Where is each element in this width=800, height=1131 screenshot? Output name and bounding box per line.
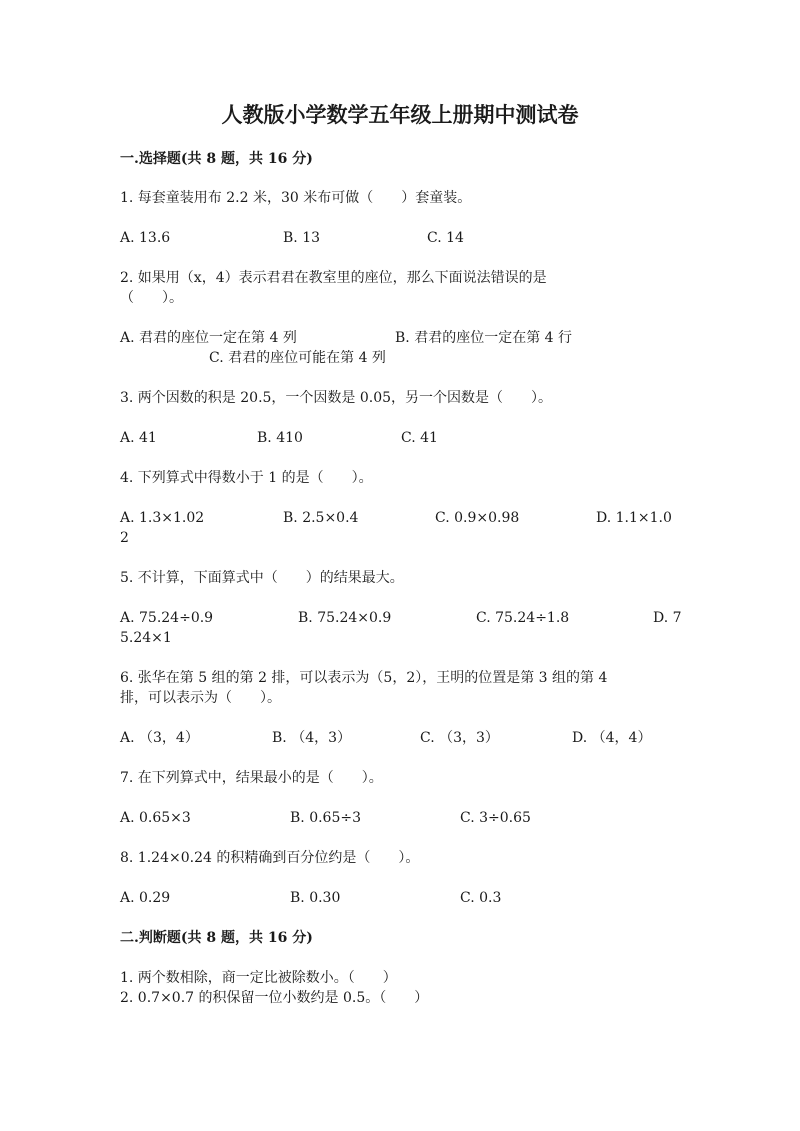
question-2-stem-line1: 2. 如果用（x，4）表示君君在教室里的座位，那么下面说法错误的是 (120, 270, 547, 286)
question-5-option-d: D. 7 (653, 610, 682, 626)
section-heading-judgment: 二.判断题(共 8 题，共 16 分) (120, 930, 313, 946)
question-4-option-c: C. 0.9×0.98 (435, 510, 520, 526)
question-4-stem: 4. 下列算式中得数小于 1 的是（ ）。 (120, 470, 373, 486)
question-5-stem: 5. 不计算，下面算式中（ ）的结果最大。 (120, 570, 404, 586)
question-2-option-c: C. 君君的座位可能在第 4 列 (209, 350, 386, 366)
question-2-stem-line2: （ ）。 (120, 290, 183, 306)
question-2-option-b: B. 君君的座位一定在第 4 行 (395, 330, 572, 346)
question-7-option-c: C. 3÷0.65 (460, 810, 531, 826)
question-5-option-a: A. 75.24÷0.9 (120, 610, 214, 626)
question-4-option-d: D. 1.1×1.0 (596, 510, 672, 526)
question-8-option-a: A. 0.29 (120, 890, 171, 906)
question-7-option-a: A. 0.65×3 (120, 810, 191, 826)
question-8-stem: 8. 1.24×0.24 的积精确到百分位约是（ ）。 (120, 850, 420, 866)
question-6-stem-line2: 排，可以表示为（ ）。 (120, 690, 281, 706)
question-5-option-b: B. 75.24×0.9 (298, 610, 392, 626)
question-1-option-a: A. 13.6 (120, 230, 171, 246)
question-6-stem-line1: 6. 张华在第 5 组的第 2 排，可以表示为（5，2），王明的位置是第 3 组的第 4 (120, 670, 608, 686)
question-6-option-b: B. （4，3） (272, 730, 352, 746)
question-8-option-c: C. 0.3 (460, 890, 502, 906)
question-2-option-a: A. 君君的座位一定在第 4 列 (120, 330, 297, 346)
question-3-stem: 3. 两个因数的积是 20.5，一个因数是 0.05，另一个因数是（ ）。 (120, 390, 553, 406)
question-8-option-b: B. 0.30 (290, 890, 341, 906)
question-3-option-a: A. 41 (120, 430, 157, 446)
question-7-stem: 7. 在下列算式中，结果最小的是（ ）。 (120, 770, 383, 786)
question-7-option-b: B. 0.65÷3 (290, 810, 361, 826)
question-1-stem: 1. 每套童装用布 2.2 米，30 米布可做（ ）套童装。 (120, 190, 472, 206)
question-3-option-b: B. 410 (257, 430, 303, 446)
judgment-question-2: 2. 0.7×0.7 的积保留一位小数约是 0.5。（ ） (120, 990, 429, 1006)
judgment-question-1: 1. 两个数相除，商一定比被除数小。（ ） (120, 970, 397, 986)
question-6-option-c: C. （3，3） (420, 730, 499, 746)
section-heading-choice: 一.选择题(共 8 题，共 16 分) (120, 151, 313, 167)
question-5-option-d-wrap: 5.24×1 (120, 630, 172, 646)
question-6-option-d: D. （4，4） (572, 730, 652, 746)
page-title: 人教版小学数学五年级上册期中测试卷 (221, 102, 579, 127)
question-1-option-b: B. 13 (283, 230, 321, 246)
question-3-option-c: C. 41 (401, 430, 438, 446)
question-6-option-a: A. （3，4） (120, 730, 199, 746)
question-4-option-d-wrap: 2 (120, 530, 129, 546)
question-1-option-c: C. 14 (427, 230, 464, 246)
question-5-option-c: C. 75.24÷1.8 (476, 610, 570, 626)
question-4-option-a: A. 1.3×1.02 (120, 510, 205, 526)
question-4-option-b: B. 2.5×0.4 (283, 510, 359, 526)
